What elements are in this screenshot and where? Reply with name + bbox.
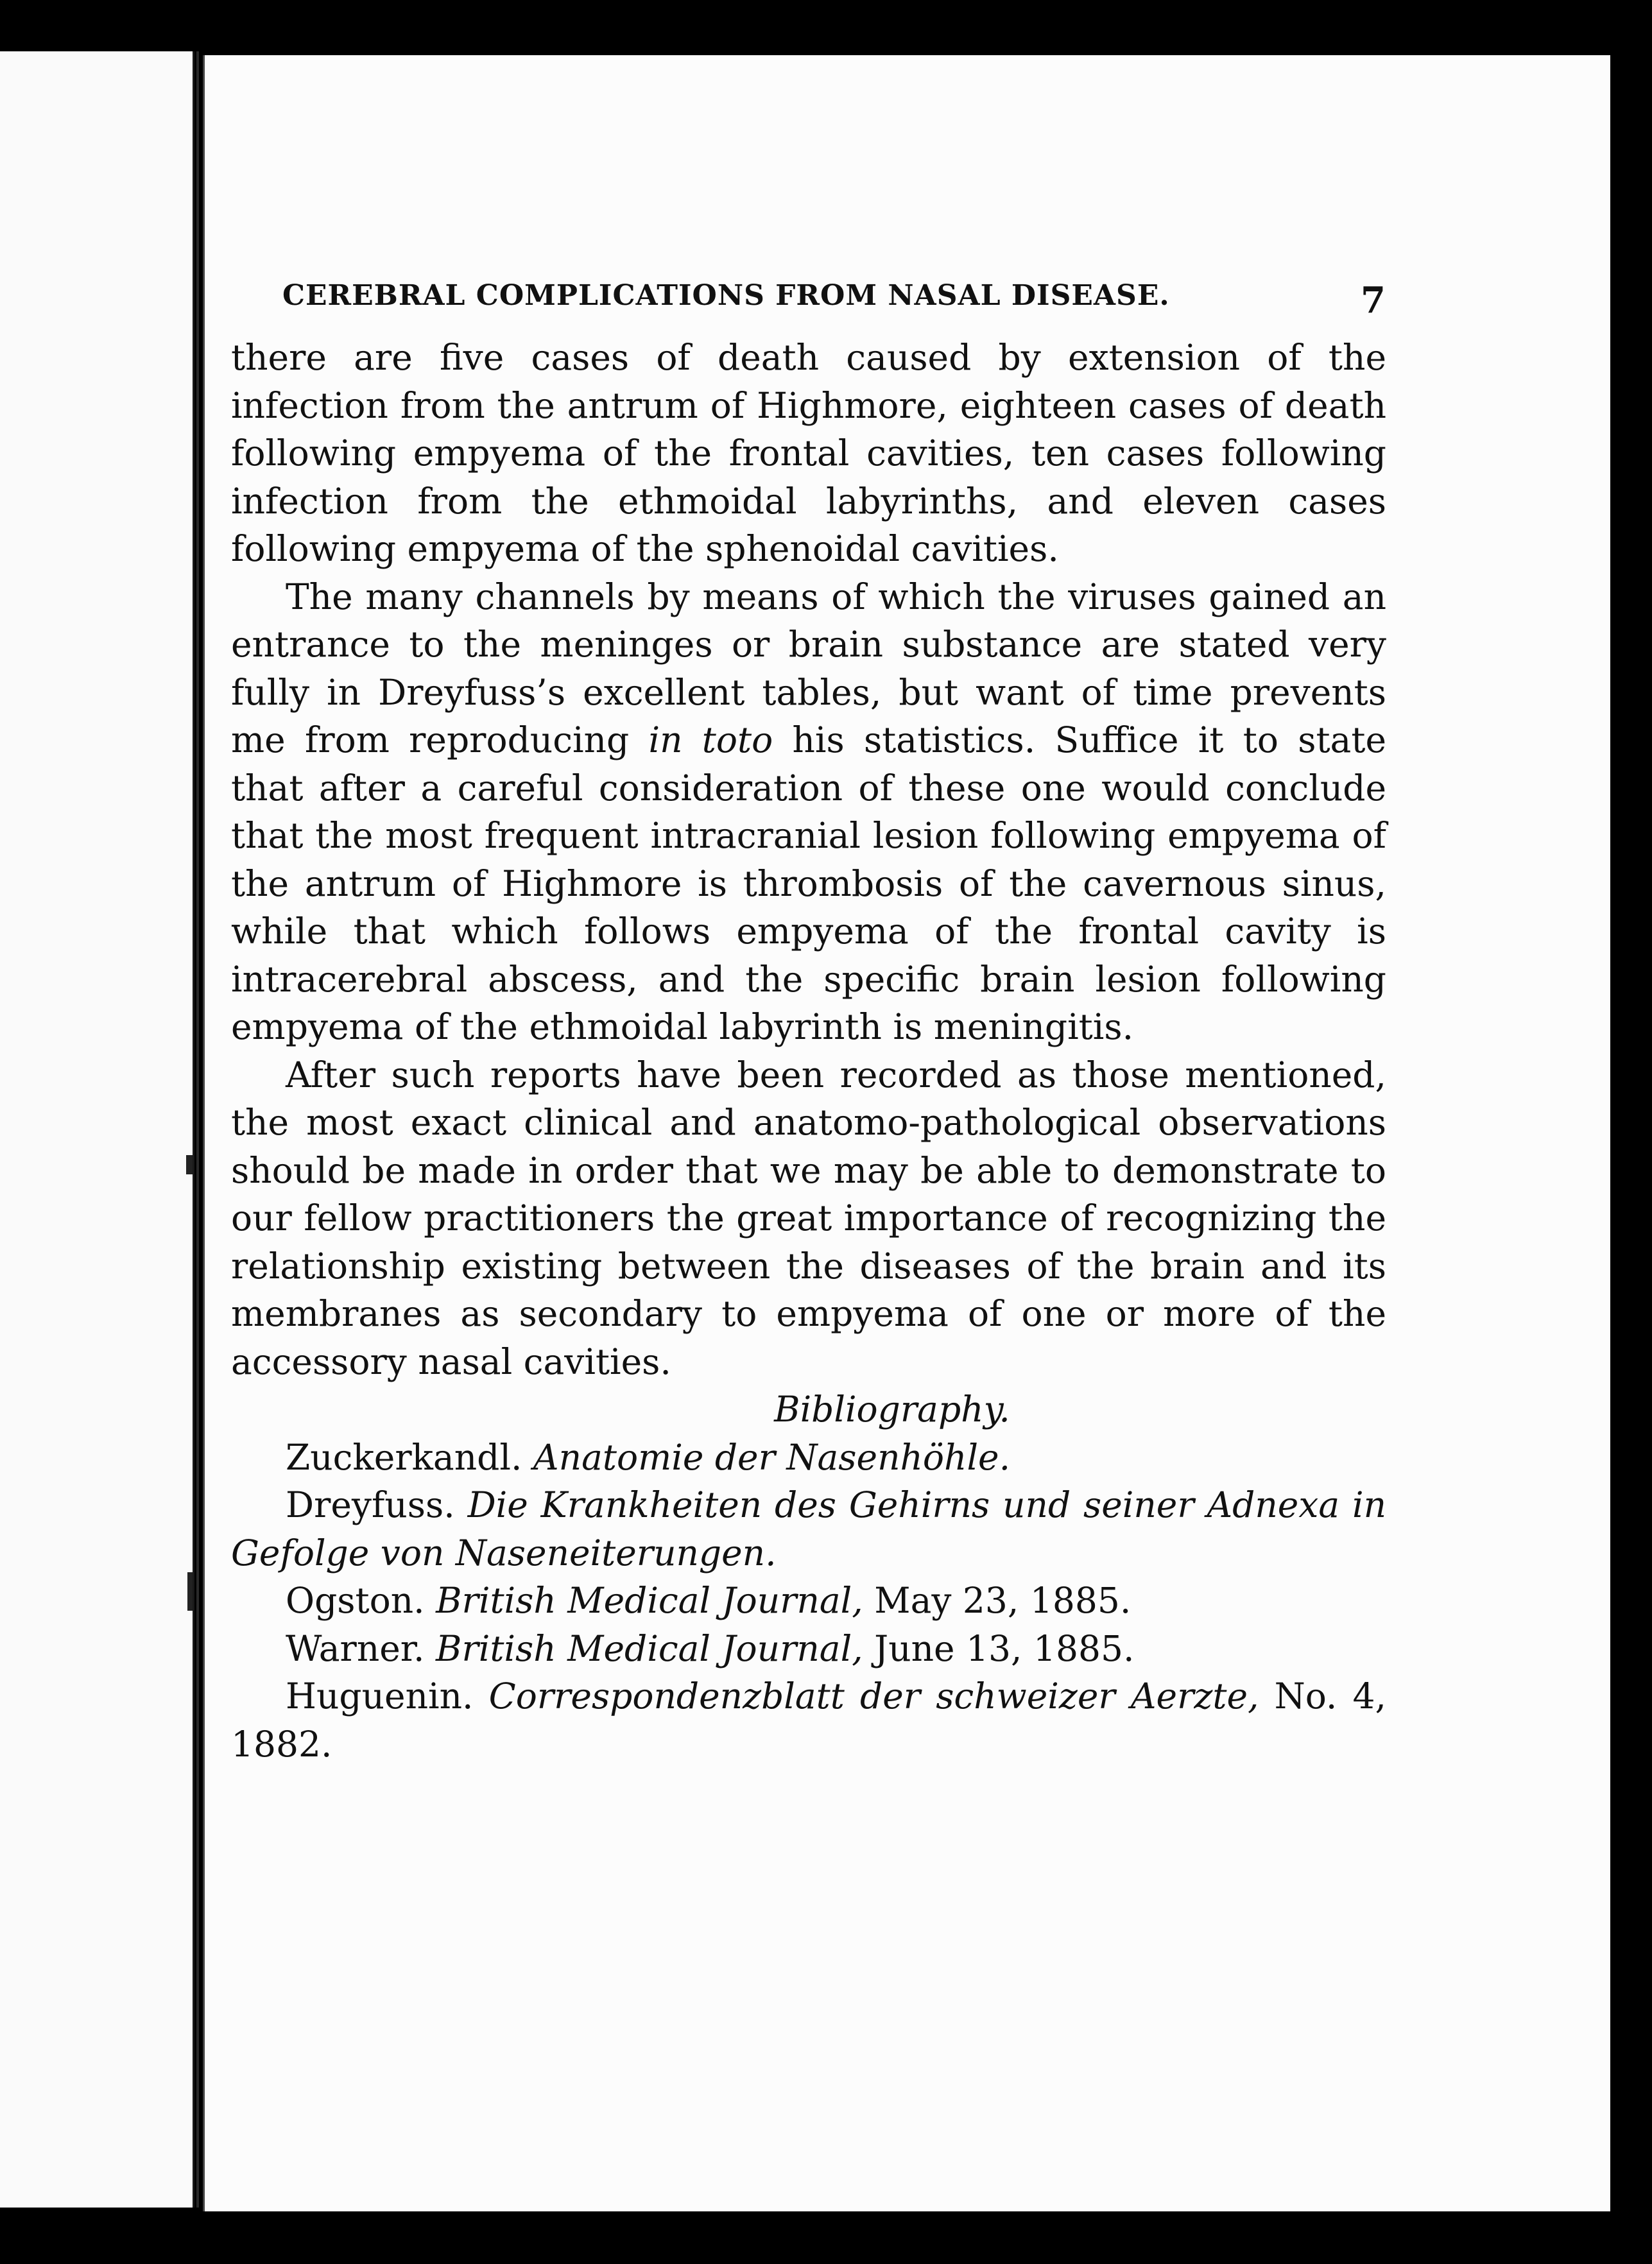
scan-mark <box>187 1572 193 1611</box>
bibliography-title: British Medical Journal, <box>436 1580 863 1621</box>
bibliography-entry <box>231 1625 1386 1673</box>
bibliography-entry <box>231 1481 1386 1577</box>
page-body <box>231 334 1386 1768</box>
bibliography-entry <box>231 1577 1386 1625</box>
bibliography-entry <box>231 1672 1386 1768</box>
bibliography-title: Die Krankheiten des Gehirns und seiner Adnexa in Gefolge von Naseneiterungen. <box>231 1484 1386 1574</box>
bibliography-heading: Bibliography. <box>774 1389 1010 1430</box>
bibliography-details: No. 4, 1882. <box>231 1676 1386 1765</box>
page-number: 7 <box>1361 279 1386 322</box>
bibliography-author: Zuckerkandl. <box>286 1436 522 1478</box>
bibliography-details: May 23, 1885. <box>863 1580 1131 1621</box>
scan-mark <box>186 1155 193 1174</box>
paragraph-2 <box>231 573 1386 1051</box>
book-gutter <box>196 51 199 2208</box>
paragraph-1: there are five cases of death caused by extension of the infection from the antrum of Highmore, eighteen cases of death following empyema of the frontal cavities, ten cases following infection from the ethmoidal labyrinths, and eleven cases following empyema of the sphenoidal cavities. <box>231 337 1386 569</box>
paragraph-2-italic: in toto <box>648 719 773 760</box>
bibliography-details: June 13, 1885. <box>863 1627 1135 1669</box>
facing-page-edge <box>0 51 194 2208</box>
bibliography-title: Anatomie der Nasenhöhle. <box>533 1436 1011 1478</box>
paragraph-3: After such reports have been recorded as those mentioned, the most exact clinical and anatomo-pathological observations should be made in order that we may be able to demonstrate to our fellow practitioners the great importance of recognizing the relationship existing between the diseases of the brain and its membranes as secondary to empyema of one or more of the accessory nasal cavities. <box>231 1054 1386 1382</box>
bibliography-title: Correspondenzblatt der schweizer Aerzte, <box>488 1676 1259 1717</box>
bibliography-author: Dreyfuss. <box>286 1484 455 1525</box>
paragraph-2-start: The many channels by means of which the viruses gained an entrance to the meninges or brain substance are stated very fully in Dreyfuss’s excellent tables, but want of time prevents me from reproducing <box>231 576 1386 760</box>
bibliography-title: British Medical Journal, <box>436 1627 863 1669</box>
bibliography-author: Ogston. <box>286 1580 425 1621</box>
bibliography-author: Warner. <box>286 1627 425 1669</box>
paragraph-2-end: his statistics. Suffice it to state that after a careful consideration of these one would conclude that the most frequent intracranial lesion following empyema of the antrum of Highmore is thrombosis of the cavernous sinus, while that which follows empyema of the frontal cavity is intracerebral abscess, and the specific brain lesion following empyema of the ethmoidal labyrinth is meningitis. <box>231 719 1387 1047</box>
bibliography-author: Huguenin. <box>286 1676 474 1717</box>
bibliography-entry <box>231 1434 1386 1482</box>
running-header <box>282 215 1386 322</box>
running-title: CEREBRAL COMPLICATIONS FROM NASAL DISEASE. <box>282 279 1170 312</box>
